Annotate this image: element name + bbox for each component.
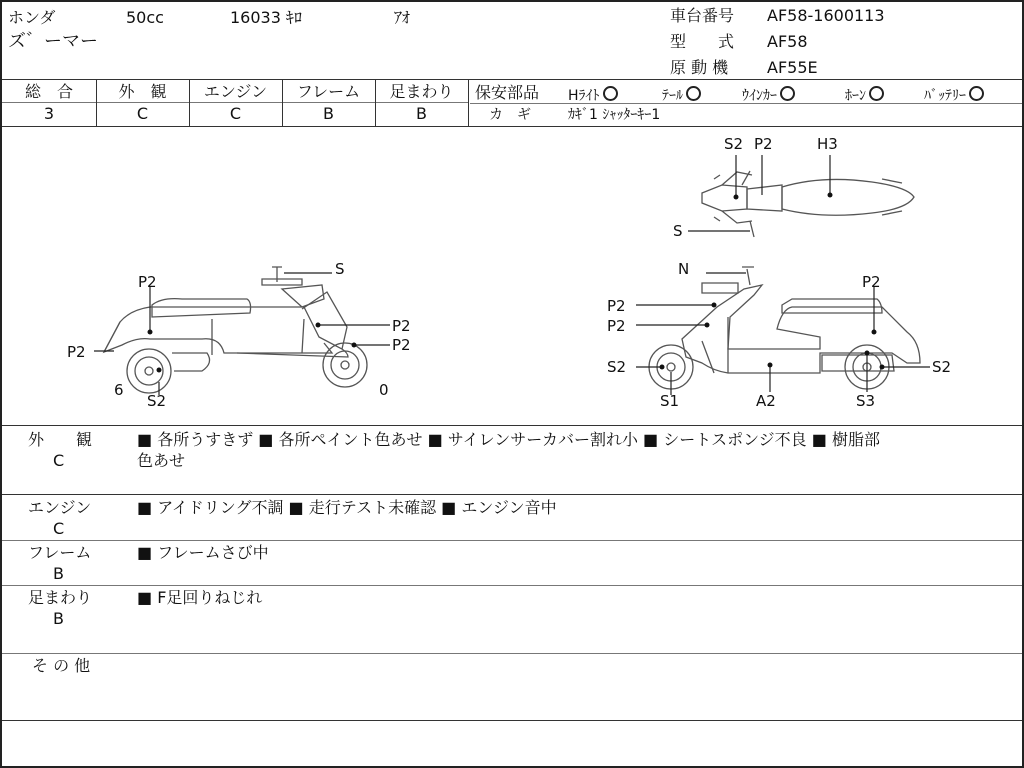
safety-item-winker: ｳｲﾝｶｰ (742, 86, 795, 103)
divider (468, 79, 469, 126)
grade-engine-value: C (229, 104, 242, 123)
mark-top-s: S (673, 222, 683, 240)
mark-right-a2: A2 (756, 392, 776, 410)
divider (2, 585, 1022, 586)
divider (2, 425, 1022, 426)
safety-item-tail: ﾃｰﾙ (662, 86, 701, 103)
remark-frame-grade: B (53, 564, 64, 583)
model-name: ズ゛ーマー (8, 31, 98, 52)
mark-top-h3: H3 (817, 135, 838, 153)
ok-mark-icon (603, 86, 618, 101)
ok-mark-icon (686, 86, 701, 101)
mark-left-zero: 0 (379, 381, 389, 399)
damage-diagram (2, 127, 1022, 425)
grade-frame-label: フレーム (296, 82, 361, 101)
mark-left-s: S (335, 260, 345, 278)
mark-right-p2-mid: P2 (607, 317, 626, 335)
grade-engine-label: エンジン (203, 82, 268, 101)
color: ｱｵ (394, 8, 411, 27)
remark-suspension-grade: B (53, 609, 64, 628)
safety-item-battery: ﾊﾞｯﾃﾘｰ (924, 86, 984, 103)
mark-left-p2-front: P2 (67, 343, 86, 361)
mark-left-p2-rear: P2 (392, 336, 411, 354)
remark-exterior-grade: C (53, 451, 65, 470)
mileage: 16033 ｷﾛ (230, 8, 302, 27)
remark-engine-label: エンジン (28, 498, 92, 517)
mark-top-p2: P2 (754, 135, 773, 153)
key-label: カ ギ (489, 107, 531, 123)
scooter-top-view (702, 171, 914, 237)
safety-item-headlight: Hﾗｲﾄ (568, 86, 618, 103)
remark-exterior-line2: 色あせ (137, 451, 186, 470)
remark-engine-grade: C (53, 519, 65, 538)
divider (2, 494, 1022, 495)
mark-right-p2-top: P2 (607, 297, 626, 315)
grade-suspension-value: B (416, 104, 427, 123)
divider (2, 79, 1022, 80)
mark-right-p2-seat: P2 (862, 273, 881, 291)
divider (2, 540, 1022, 541)
ok-mark-icon (969, 86, 984, 101)
mark-right-s3: S3 (856, 392, 876, 410)
grade-suspension-label: 足まわり (389, 82, 454, 101)
remark-exterior-label: 外 観 (28, 430, 93, 449)
frame-no-label: 車台番号 (670, 6, 735, 25)
safety-label: 保安部品 (475, 83, 540, 102)
divider (2, 102, 468, 103)
ok-mark-icon (869, 86, 884, 101)
maker: ホンダ (8, 8, 56, 27)
frame-no: AF58-1600113 (767, 6, 885, 25)
remark-other-label: そ の 他 (32, 656, 91, 675)
engine-label: 原 動 機 (670, 58, 729, 77)
mark-top-s2: S2 (724, 135, 744, 153)
divider (2, 720, 1022, 721)
mark-right-n: N (678, 260, 690, 278)
grade-exterior-value: C (136, 104, 149, 123)
mark-left-six: 6 (114, 381, 124, 399)
remark-exterior-line1: ■ 各所うすきず ■ 各所ペイント色あせ ■ サイレンサーカバー割れ小 ■ シートスポンジ不良 ■ 樹脂部 (137, 430, 880, 449)
type-label: 型 式 (670, 32, 735, 51)
safety-item-horn: ﾎｰﾝ (845, 86, 884, 103)
remark-frame-label: フレーム (28, 543, 92, 562)
ok-mark-icon (780, 86, 795, 101)
remark-engine-line1: ■ アイドリング不調 ■ 走行テスト未確認 ■ エンジン音中 (137, 498, 557, 517)
engine-value: AF55E (767, 58, 818, 77)
remark-suspension-line1: ■ F足回りねじれ (137, 588, 263, 607)
mark-left-s2: S2 (147, 392, 167, 410)
grade-exterior-label: 外 観 (118, 82, 167, 101)
divider (2, 653, 1022, 654)
mark-right-s1: S1 (660, 392, 680, 410)
grade-frame-value: B (323, 104, 334, 123)
displacement: 50cc (126, 8, 164, 27)
mark-left-p2-body: P2 (392, 317, 411, 335)
mark-right-s2: S2 (607, 358, 627, 376)
grade-total-value: 3 (43, 104, 55, 123)
remark-frame-line1: ■ フレームさび中 (137, 543, 269, 562)
mark-right-s2-rear: S2 (932, 358, 952, 376)
mark-left-p2-seat: P2 (138, 273, 157, 291)
type-value: AF58 (767, 32, 808, 51)
remark-suspension-label: 足まわり (28, 588, 93, 607)
grade-total-label: 総 合 (24, 82, 73, 101)
key-value: ｶｷﾞ1 ｼｬｯﾀｰｷｰ1 (568, 107, 661, 123)
